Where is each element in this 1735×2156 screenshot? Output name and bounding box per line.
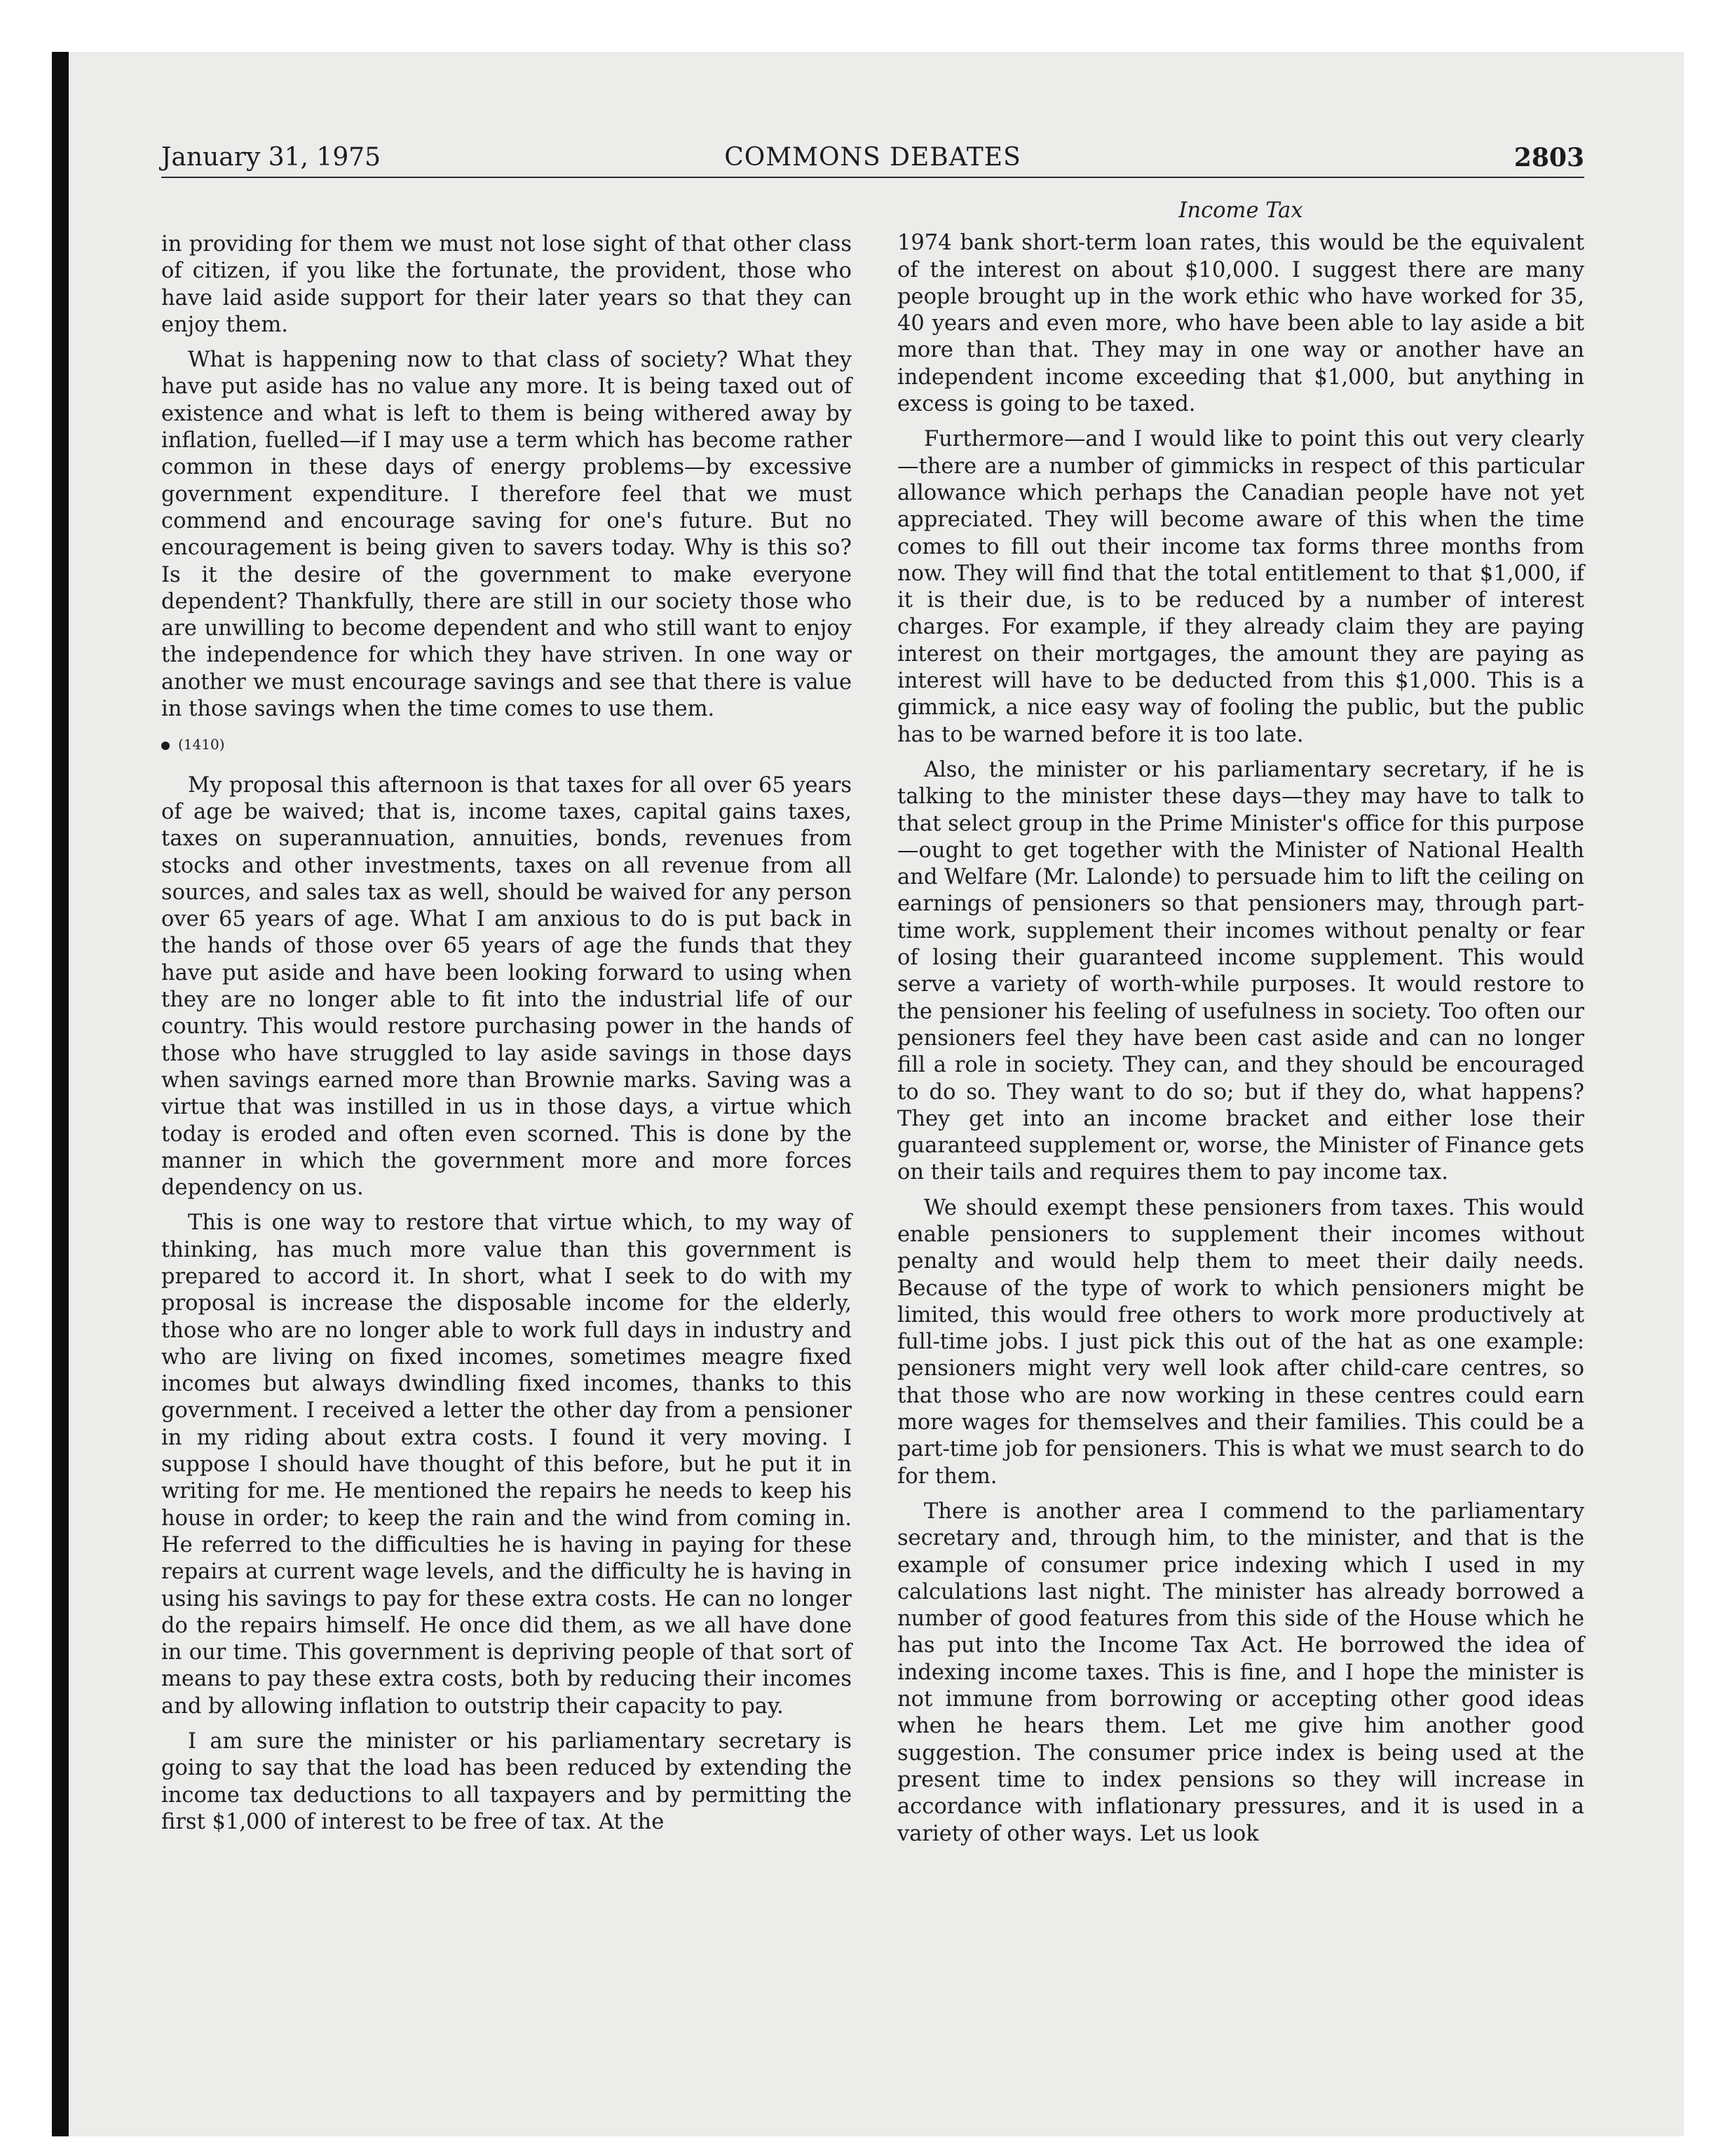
header-date: January 31, 1975 xyxy=(161,143,381,172)
bullet-icon xyxy=(161,742,170,750)
paragraph: My proposal this afternoon is that taxes for all over 65 years of age be waived; that is, income taxes, capital gains taxes, taxes on superannuation, annuities, bonds, revenues from stocks and other investments, taxes on all revenue from all sources, and sales tax as well, should be waived for any person over 65 years of age. What I am anxious to do is put back in the hands of those over 65 years of age the funds that they have put aside and have been looking forward to using when they are no longer able to fit into the industrial life of our country. This would restore purchasing power in the hands of those who have struggled to lay aside savings in those days when savings earned more than Brownie marks. Saving was a virtue that was instilled in us in those days, a virtue which today is eroded and often even scorned. This is done by the manner in which the government more and more forces dependency on us. xyxy=(161,772,852,1201)
paragraph: We should exempt these pensioners from taxes. This would enable pensioners to supplement their incomes without penalty and would help them to meet their daily needs. Because of the type of work to which pensioners might be limited, this would free others to work more productively at full-time jobs. I just pick this out of the hat as one example: pensioners might very well look after child-care centres, so that those who are now working in these centres could earn more wages for themselves and their families. This could be a part-time job for pensioners. This is what we must search to do for them. xyxy=(897,1195,1584,1489)
paragraph: Furthermore—and I would like to point this out very clearly—there are a number of gimmicks in respect of this particular allowance which perhaps the Canadian people have not yet appreciated. They will become aware of this when the time comes to fill out their income tax forms three months from now. They will find that the total entitlement to that $1,000, if it is their due, is to be reduced by a number of interest charges. For example, if they already claim they are paying interest on their mortgages, the amount they are paying as interest will have to be deducted from this $1,000. This is a gimmick, a nice easy way of fooling the public, but the public has to be warned before it is too late. xyxy=(897,427,1584,747)
header-publication: COMMONS DEBATES xyxy=(724,143,1021,172)
paragraph: 1974 bank short-term loan rates, this would be the equivalent of the interest on about $10,000. I suggest there are many people brought up in the work ethic who have worked for 35, 40 years and even more, who have been able to lay aside a bit more than that. They may in one way or another have an independent income exceeding that $1,000, but anything in excess is going to be taxed. xyxy=(897,231,1584,417)
paragraph: There is another area I commend to the parliamentary secretary and, through him, to the minister, and that is the example of consumer price indexing which I used in my calculations last night. The minister has already borrowed a number of good features from this side of the House which he has put into the Income Tax Act. He borrowed the idea of indexing income taxes. This is fine, and I hope the minister is not immune from borrowing or accepting other good ideas when he hears them. Let me give him another good suggestion. The consumer price index is being used at the present time to index pensions so they will increase in accordance with inflationary pressures, and it is used in a variety of other ways. Let us look xyxy=(897,1499,1584,1846)
left-column xyxy=(161,231,852,1844)
right-column xyxy=(897,198,1584,1856)
running-head: Income Tax xyxy=(1178,198,1303,223)
page-header xyxy=(161,140,1584,178)
paragraph: This is one way to restore that virtue which, to my way of thinking, has much more value than this government is prepared to accord it. In short, what I seek to do with my proposal is increase the disposable income for the elderly, those who are no longer able to work full days in industry and who are living on fixed incomes, sometimes meagre fixed incomes but always dwindling fixed incomes, thanks to this government. I received a letter the other day from a pensioner in my riding about extra costs. I found it very moving. I suppose I should have thought of this before, but he put it in writing for me. He mentioned the repairs he needs to keep his house in order; to keep the rain and the wind from coming in. He referred to the difficulties he is having in paying for these repairs at current wage levels, and the difficulty he is having in using his savings to pay for these extra costs. He can no longer do the repairs himself. He once did them, as we all have done in our time. This government is depriving people of that sort of means to pay these extra costs, both by reducing their incomes and by allowing inflation to outstrip their capacity to pay. xyxy=(161,1210,852,1719)
paragraph: What is happening now to that class of society? What they have put aside has no value any more. It is being taxed out of existence and what is left to them is being withered away by inflation, fuelled—if I may use a term which has become rather common in these days of energy problems—by excessive government expenditure. I therefore feel that we must commend and encourage saving for one's future. But no encouragement is being given to savers today. Why is this so? Is it the desire of the government to make everyone dependent? Thankfully, there are still in our society those who are unwilling to become dependent and who still want to enjoy the independence for which they have striven. In one way or another we must encourage savings and see that there is value in those savings when the time comes to use them. xyxy=(161,348,852,722)
time-marker-label: (1410) xyxy=(178,736,225,753)
time-marker xyxy=(161,731,852,758)
binding-edge xyxy=(52,52,69,2136)
paragraph: I am sure the minister or his parliamentary secretary is going to say that the load has been reduced by extending the income tax deductions to all taxpayers and by permitting the first $1,000 of interest to be free of tax. At the xyxy=(161,1729,852,1834)
paragraph: in providing for them we must not lose sight of that other class of citizen, if you like the fortunate, the provident, those who have laid aside support for their later years so that they can enjoy them. xyxy=(161,232,852,337)
paragraph: Also, the minister or his parliamentary secretary, if he is talking to the minister these days—they may have to talk to that select group in the Prime Minister's office for this purpose—ought to get together with the Minister of National Health and Welfare (Mr. Lalonde) to persuade him to lift the ceiling on earnings of pensioners so that pensioners may, through part-time work, supplement their incomes without penalty or fear of losing their guaranteed income supplement. This would serve a variety of worth-while purposes. It would restore to the pensioner his feeling of usefulness in society. Too often our pensioners feel they have been cast aside and can no longer fill a role in society. They can, and they should be encouraged to do so. They want to do so; but if they do, what happens? They get into an income bracket and either lose their guaranteed supplement or, worse, the Minister of Finance gets on their tails and requires them to pay income tax. xyxy=(897,757,1584,1185)
header-page-number: 2803 xyxy=(1513,143,1584,172)
